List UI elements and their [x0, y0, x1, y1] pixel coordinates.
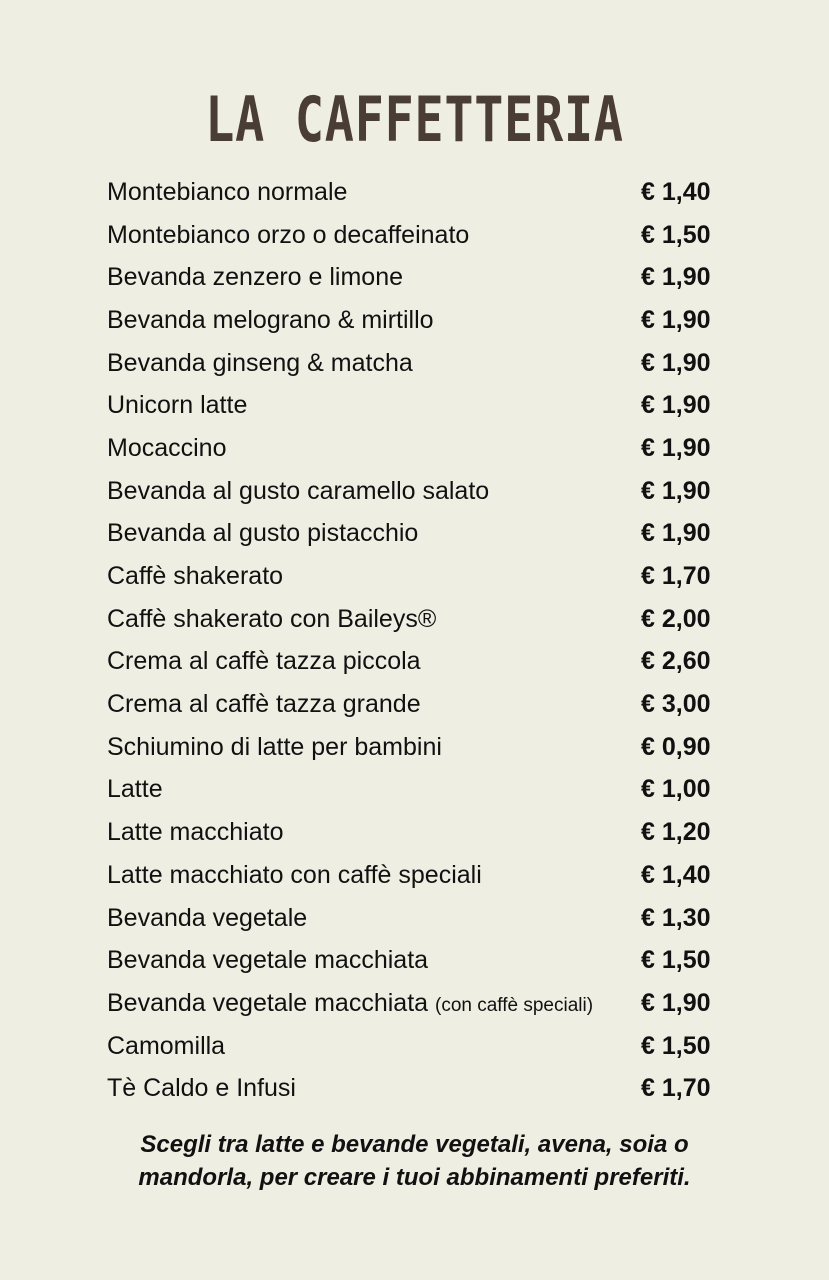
menu-row: [107, 598, 727, 641]
menu-row: [107, 683, 727, 726]
menu-item-price: € 1,40: [641, 177, 711, 206]
menu-row: [107, 256, 727, 299]
menu-row: [107, 470, 727, 513]
menu-item-name: Caffè shakerato: [107, 562, 284, 591]
menu-item-price: € 1,90: [641, 476, 711, 505]
menu-item-price: € 1,40: [641, 860, 711, 889]
menu-item-name: Unicorn latte: [107, 391, 248, 420]
menu-row: [107, 854, 727, 897]
menu-item-price: € 1,90: [641, 348, 711, 377]
menu-item-price: € 1,50: [641, 1031, 711, 1060]
menu-item-name: Bevanda al gusto pistacchio: [107, 519, 419, 548]
menu-item-name: Tè Caldo e Infusi: [107, 1074, 296, 1103]
menu-row: [107, 299, 727, 342]
menu-row: [107, 555, 727, 598]
menu-row: [107, 513, 727, 556]
menu-row: [107, 897, 727, 940]
menu-item-name: Montebianco orzo o decaffeinato: [107, 220, 470, 249]
menu-item-name: Bevanda ginseng & matcha: [107, 348, 413, 377]
menu-item-price: € 1,50: [641, 220, 711, 249]
menu-row: [107, 1025, 727, 1068]
page-title: LA CAFFETTERIA: [205, 83, 624, 156]
menu-item-note: (con caffè speciali): [435, 994, 594, 1016]
menu-item-price: € 1,90: [641, 433, 711, 462]
menu-item-name: Crema al caffè tazza piccola: [107, 647, 421, 676]
menu-row: [107, 1067, 727, 1110]
menu-row: [107, 726, 727, 769]
menu-row: [107, 427, 727, 470]
menu-item-name: Montebianco normale: [107, 177, 348, 206]
menu-item-name: Caffè shakerato con Baileys®: [107, 604, 437, 633]
menu-item-name: Latte macchiato: [107, 818, 284, 847]
menu-item-price: € 1,00: [641, 775, 711, 804]
menu-row: [107, 384, 727, 427]
footer-line: Scegli tra latte e bevande vegetali, avena, soia o: [140, 1131, 689, 1158]
menu-item-price: € 1,20: [641, 818, 711, 847]
menu-row: [107, 171, 727, 214]
menu-row: [107, 342, 727, 385]
footer-note: [60, 1128, 769, 1194]
menu-row: [107, 214, 727, 257]
menu-item-price: € 1,90: [641, 305, 711, 334]
menu-item-price: € 0,90: [641, 732, 711, 761]
menu-item-name: Bevanda vegetale macchiata: [107, 988, 429, 1017]
menu-row: [107, 939, 727, 982]
menu-list: [107, 171, 727, 1110]
menu-item-price: € 1,90: [641, 391, 711, 420]
menu-item-price: € 1,90: [641, 519, 711, 548]
menu-row: [107, 982, 727, 1025]
menu-row: [107, 769, 727, 812]
menu-item-name: Bevanda zenzero e limone: [107, 263, 404, 292]
menu-item-price: € 1,50: [641, 946, 711, 975]
menu-item-price: € 1,70: [641, 562, 711, 591]
menu-item-name: Latte: [107, 775, 163, 804]
menu-item-price: € 1,90: [641, 988, 711, 1017]
menu-item-price: € 1,90: [641, 263, 711, 292]
menu-item-price: € 3,00: [641, 690, 711, 719]
menu-item-price: € 2,00: [641, 604, 711, 633]
menu-item-name: Mocaccino: [107, 433, 227, 462]
menu-item-price: € 2,60: [641, 647, 711, 676]
menu-row: [107, 641, 727, 684]
footer-line: mandorla, per creare i tuoi abbinamenti preferiti.: [138, 1164, 691, 1191]
menu-item-price: € 1,70: [641, 1074, 711, 1103]
menu-row: [107, 811, 727, 854]
menu-item-name-with-note: [107, 989, 593, 1018]
menu-item-name: Camomilla: [107, 1031, 226, 1060]
menu-item-name: Bevanda vegetale: [107, 903, 308, 932]
menu-item-name: Bevanda vegetale macchiata: [107, 946, 429, 975]
menu-item-price: € 1,30: [641, 903, 711, 932]
menu-item-name: Bevanda al gusto caramello salato: [107, 476, 490, 505]
menu-item-name: Crema al caffè tazza grande: [107, 690, 421, 719]
menu-item-name: Bevanda melograno & mirtillo: [107, 305, 434, 334]
menu-item-name: Schiumino di latte per bambini: [107, 732, 442, 761]
menu-item-name: Latte macchiato con caffè speciali: [107, 860, 482, 889]
